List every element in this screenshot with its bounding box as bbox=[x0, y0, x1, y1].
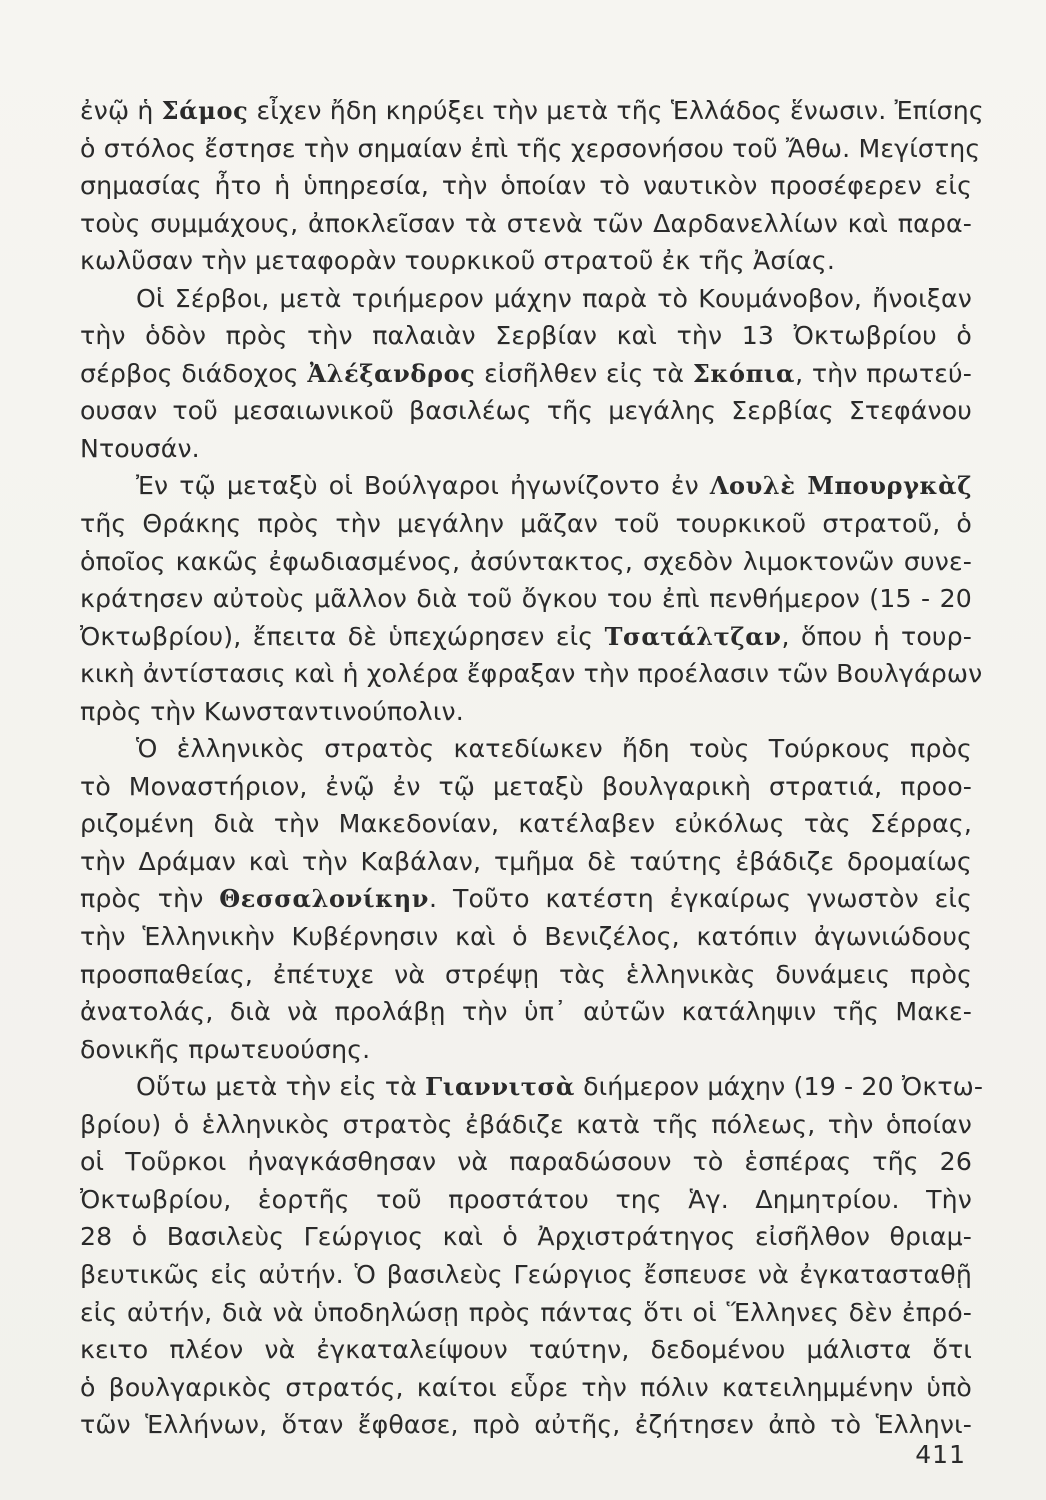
line-text: βευτικῶς εἰς αὐτήν. Ὁ βασιλεὺς Γεώργιος ἔσπευσε νὰ ἐγκατασταθῇ bbox=[80, 1259, 972, 1289]
paragraph-first-line bbox=[80, 1068, 984, 1106]
line-text: , ὅπου ἡ τουρ- bbox=[781, 621, 973, 651]
line-text: τῶν Ἑλλήνων, ὅταν ἔφθασε, πρὸ αὐτῆς, ἐζήτησεν ἀπὸ τὸ Ἑλληνι- bbox=[80, 1410, 972, 1440]
text-line bbox=[80, 918, 972, 956]
line-text: , τὴν πρωτεύ- bbox=[795, 358, 972, 388]
text-line bbox=[80, 205, 972, 243]
text-line bbox=[80, 1181, 972, 1219]
line-text: σέρβος διάδοχος bbox=[80, 358, 308, 388]
line-text: σημασίας ἦτο ἡ ὑπηρεσία, τὴν ὁποίαν τὸ ναυτικὸν προσέφερεν εἰς bbox=[80, 171, 972, 201]
bold-place-name: Λουλὲ Μπουργκὰζ bbox=[709, 471, 973, 501]
text-line bbox=[80, 618, 972, 656]
bold-place-name: Τσατάλτζαν bbox=[604, 621, 782, 651]
line-text: ὁποῖος κακῶς ἐφωδιασμένος, ἀσύντακτος, σχεδὸν λιμοκτονῶν συνε- bbox=[80, 546, 972, 576]
line-text: τὴν Δράμαν καὶ τὴν Καβάλαν, τμῆμα δὲ ταύτης ἐβάδιζε δρομαίως bbox=[80, 846, 972, 876]
line-text: εἰσῆλθεν εἰς τὰ bbox=[475, 358, 693, 388]
bold-place-name: Σκόπια bbox=[692, 358, 796, 388]
line-text: κωλῦσαν τὴν μεταφορὰν τουρκικοῦ στρατοῦ ἐκ τῆς Ἀσίας. bbox=[80, 246, 836, 276]
line-text: τὴν ὁδὸν πρὸς τὴν παλαιὰν Σερβίαν καὶ τὴν 13 Ὀκτωβρίου ὁ bbox=[80, 321, 972, 351]
bold-place-name: Γιαννιτσὰ bbox=[425, 1072, 575, 1102]
bold-place-name: Θεσσαλονίκην bbox=[219, 884, 429, 914]
text-line bbox=[80, 167, 972, 205]
line-text: τοὺς συμμάχους, ἀποκλεῖσαν τὰ στενὰ τῶν Δαρδανελλίων καὶ παρα- bbox=[80, 208, 972, 238]
line-text: οἱ Τοῦρκοι ἠναγκάσθησαν νὰ παραδώσουν τὸ ἑσπέρας τῆς 26 bbox=[80, 1147, 972, 1177]
line-text: κειτο πλέον νὰ ἐγκαταλείψουν ταύτην, δεδομένου μάλιστα ὅτι bbox=[80, 1335, 972, 1365]
text-line bbox=[80, 843, 972, 881]
line-text: εἶχεν ἤδη κηρύξει τὴν μετὰ τῆς Ἑλλάδος ἕνωσιν. Ἐπίσης bbox=[248, 96, 984, 125]
text-line bbox=[80, 355, 972, 393]
text-line bbox=[80, 317, 972, 355]
text-line bbox=[80, 1406, 972, 1444]
line-text: τὸ Μοναστήριον, ἐνῷ ἐν τῷ μεταξὺ βουλγαρικὴ στρατιά, προο- bbox=[80, 771, 972, 801]
line-text: βρίου) ὁ ἑλληνικὸς στρατὸς ἐβάδιζε κατὰ τῆς πόλεως, τὴν ὁποίαν bbox=[80, 1109, 972, 1139]
line-text: τῆς Θράκης πρὸς τὴν μεγάλην μᾶζαν τοῦ τουρκικοῦ στρατοῦ, ὁ bbox=[80, 509, 972, 539]
text-line bbox=[80, 1294, 972, 1332]
line-text: ουσαν τοῦ μεσαιωνικοῦ βασιλέως τῆς μεγάλης Σερβίας Στεφάνου bbox=[80, 396, 972, 426]
line-text: . Τοῦτο κατέστη ἐγκαίρως γνωστὸν εἰς bbox=[429, 884, 972, 914]
text-line bbox=[80, 130, 981, 168]
bold-place-name: Ἀλέξανδρος bbox=[307, 358, 476, 388]
paragraph-first-line bbox=[80, 730, 972, 768]
text-line bbox=[80, 430, 972, 468]
line-text: 28 ὁ Βασιλεὺς Γεώργιος καὶ ὁ Ἀρχιστράτηγος εἰσῆλθον θριαμ- bbox=[80, 1222, 972, 1252]
text-line bbox=[80, 92, 984, 130]
text-line bbox=[80, 543, 972, 581]
line-text: Ἐν τῷ μεταξὺ οἱ Βούλγαροι ἠγωνίζοντο ἐν bbox=[136, 471, 710, 501]
text-line bbox=[80, 505, 972, 543]
text-line bbox=[80, 580, 972, 618]
text-line bbox=[80, 880, 972, 918]
text-line bbox=[80, 655, 983, 693]
line-text: κικὴ ἀντίστασις καὶ ἡ χολέρα ἔφραξαν τὴν προέλασιν τῶν Βουλγάρων bbox=[80, 659, 983, 689]
text-line bbox=[80, 1031, 972, 1069]
text-line bbox=[80, 993, 972, 1031]
line-text: εἰς αὐτήν, διὰ νὰ ὑποδηλώσῃ πρὸς πάντας ὅτι οἱ Ἕλληνες δὲν ἐπρό- bbox=[80, 1297, 972, 1327]
line-text: Ντουσάν. bbox=[80, 433, 200, 463]
text-line bbox=[80, 242, 972, 280]
line-text: Οὕτω μετὰ τὴν εἰς τὰ bbox=[136, 1072, 426, 1102]
bold-place-name: Σάμος bbox=[161, 96, 249, 125]
body-text bbox=[80, 92, 984, 1444]
text-line bbox=[80, 1106, 972, 1144]
text-line bbox=[80, 1256, 972, 1294]
line-text: προσπαθείας, ἐπέτυχε νὰ στρέψῃ τὰς ἑλληνικὰς δυνάμεις πρὸς bbox=[80, 959, 972, 989]
line-text: ἀνατολάς, διὰ νὰ προλάβῃ τὴν ὑπ᾽ αὐτῶν κατάληψιν τῆς Μακε- bbox=[80, 997, 972, 1027]
line-text: ὁ στόλος ἔστησε τὴν σημαίαν ἐπὶ τῆς χερσονήσου τοῦ Ἄθω. Μεγίστης bbox=[80, 133, 981, 163]
text-line bbox=[80, 805, 972, 843]
line-text: διήμερον μάχην (19 - 20 Ὀκτω- bbox=[574, 1072, 984, 1102]
line-text: Ὀκτωβρίου), ἔπειτα δὲ ὑπεχώρησεν εἰς bbox=[80, 621, 605, 651]
text-line bbox=[80, 1143, 972, 1181]
text-line bbox=[80, 956, 972, 994]
line-text: κράτησεν αὐτοὺς μᾶλλον διὰ τοῦ ὄγκου του ἐπὶ πενθήμερον (15 - 20 bbox=[80, 584, 972, 614]
text-line bbox=[80, 1369, 972, 1407]
line-text: ριζομένη διὰ τὴν Μακεδονίαν, κατέλαβεν εὐκόλως τὰς Σέρρας, bbox=[80, 809, 972, 839]
line-text: Οἱ Σέρβοι, μετὰ τριήμερον μάχην παρὰ τὸ Κουμάνοβον, ἤνοιξαν bbox=[136, 283, 972, 313]
text-line bbox=[80, 392, 972, 430]
text-line bbox=[80, 693, 972, 731]
paragraph-first-line bbox=[80, 280, 972, 318]
line-text: Ὁ ἑλληνικὸς στρατὸς κατεδίωκεν ἤδη τοὺς Τούρκους πρὸς bbox=[136, 734, 972, 764]
line-text: πρὸς τὴν bbox=[80, 884, 220, 914]
text-line bbox=[80, 1331, 972, 1369]
text-line bbox=[80, 1218, 972, 1256]
paragraph-first-line bbox=[80, 467, 972, 505]
line-text: δονικῆς πρωτευούσης. bbox=[80, 1034, 371, 1064]
line-text: Ὀκτωβρίου, ἑορτῆς τοῦ προστάτου της Ἁγ. Δημητρίου. Τὴν bbox=[80, 1184, 972, 1214]
line-text: ἐνῷ ἡ bbox=[80, 96, 162, 125]
line-text: πρὸς τὴν Κωνσταντινούπολιν. bbox=[80, 696, 464, 726]
page-number: 411 bbox=[915, 1440, 966, 1469]
line-text: τὴν Ἑλληνικὴν Κυβέρνησιν καὶ ὁ Βενιζέλος, κατόπιν ἀγωνιώδους bbox=[80, 922, 972, 952]
line-text: ὁ βουλγαρικὸς στρατός, καίτοι εὗρε τὴν πόλιν κατειλημμένην ὑπὸ bbox=[80, 1372, 972, 1402]
text-line bbox=[80, 768, 972, 806]
